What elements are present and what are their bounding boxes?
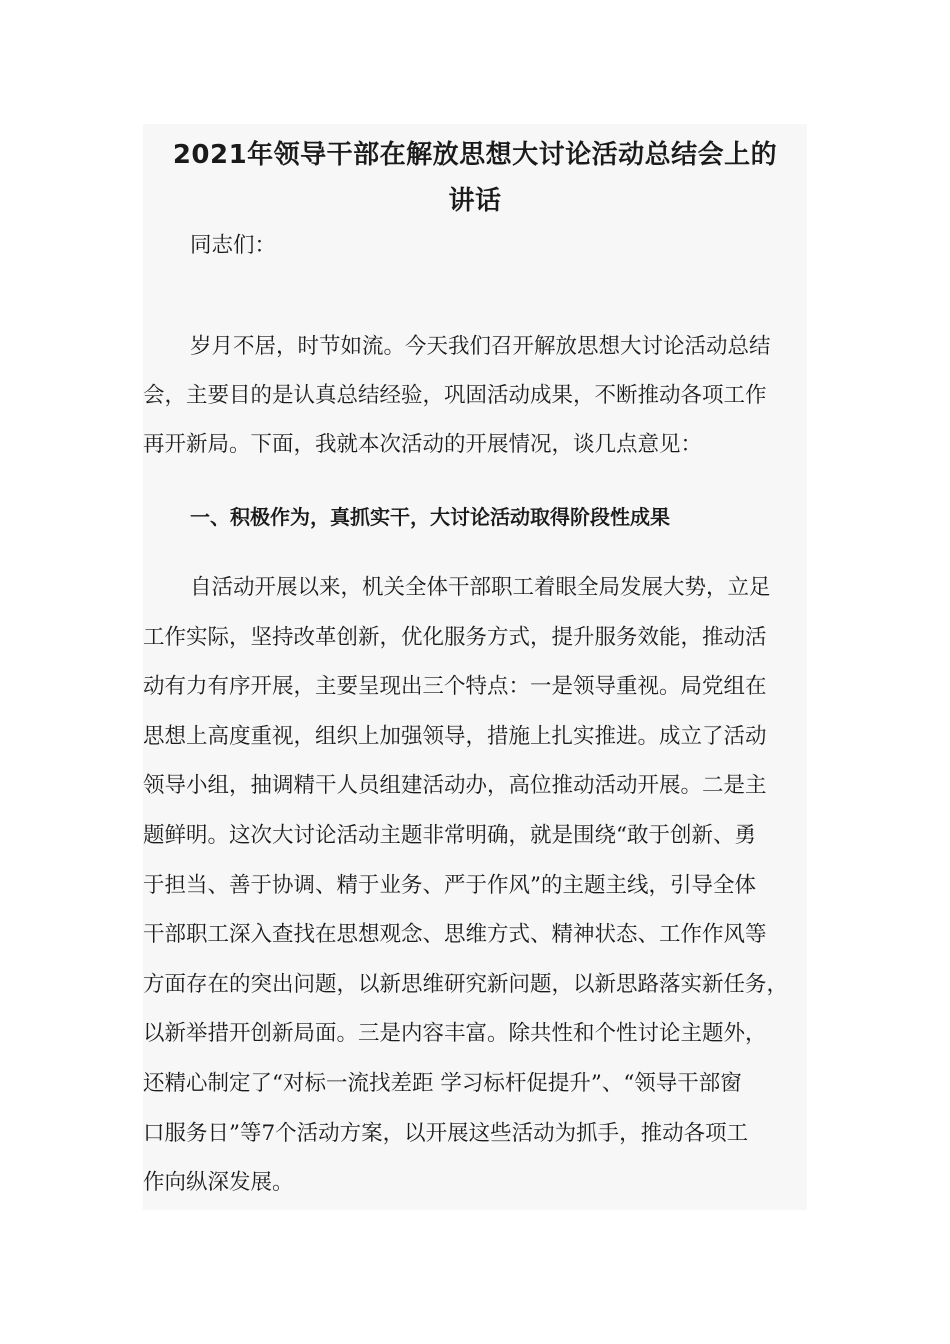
section-heading: 一、积极作为，真抓实干，大讨论活动取得阶段性成果 [190, 505, 670, 529]
paragraph-line: 思想上高度重视，组织上加强领导，措施上扎实推进。成立了活动 [143, 724, 767, 749]
paragraph-line: 自活动开展以来，机关全体干部职工着眼全局发展大势，立足 [190, 575, 771, 600]
paragraph-line: 题鲜明。这次大讨论活动主题非常明确，就是围绕“敢于创新、勇 [143, 823, 756, 848]
paragraph-line: 工作实际，坚持改革创新，优化服务方式，提升服务效能，推动活 [143, 625, 767, 650]
paragraph-line: 还精心制定了“对标一流找差距 学习标杆促提升”、“领导干部窗 [143, 1071, 742, 1096]
paragraph-line: 以新举措开创新局面。三是内容丰富。除共性和个性讨论主题外， [143, 1021, 767, 1046]
paragraph-line: 动有力有序开展，主要呈现出三个特点：一是领导重视。局党组在 [143, 674, 767, 699]
paragraph-line: 岁月不居，时节如流。今天我们召开解放思想大讨论活动总结 [190, 334, 771, 359]
document-page [143, 124, 807, 1210]
document-title-line-1: 2021年领导干部在解放思想大讨论活动总结会上的 [172, 140, 778, 170]
paragraph-line: 领导小组，抽调精干人员组建活动办，高位推动活动开展。二是主 [143, 773, 767, 798]
document-title-line-2: 讲话 [448, 186, 502, 216]
paragraph-line: 方面存在的突出问题，以新思维研究新问题，以新思路落实新任务， [143, 972, 789, 997]
paragraph-line: 再开新局。下面，我就本次活动的开展情况，谈几点意见： [143, 432, 703, 457]
paragraph-line: 会，主要目的是认真总结经验，巩固活动成果，不断推动各项工作 [143, 383, 767, 408]
paragraph-line: 口服务日”等7个活动方案，以开展这些活动为抓手，推动各项工 [143, 1121, 749, 1146]
paragraph-line: 干部职工深入查找在思想观念、思维方式、精神状态、工作作风等 [143, 922, 767, 947]
paragraph-line: 作向纵深发展。 [143, 1170, 294, 1195]
paragraph-line: 于担当、善于协调、精于业务、严于作风”的主题主线，引导全体 [143, 873, 756, 898]
salutation: 同志们： [190, 233, 277, 258]
